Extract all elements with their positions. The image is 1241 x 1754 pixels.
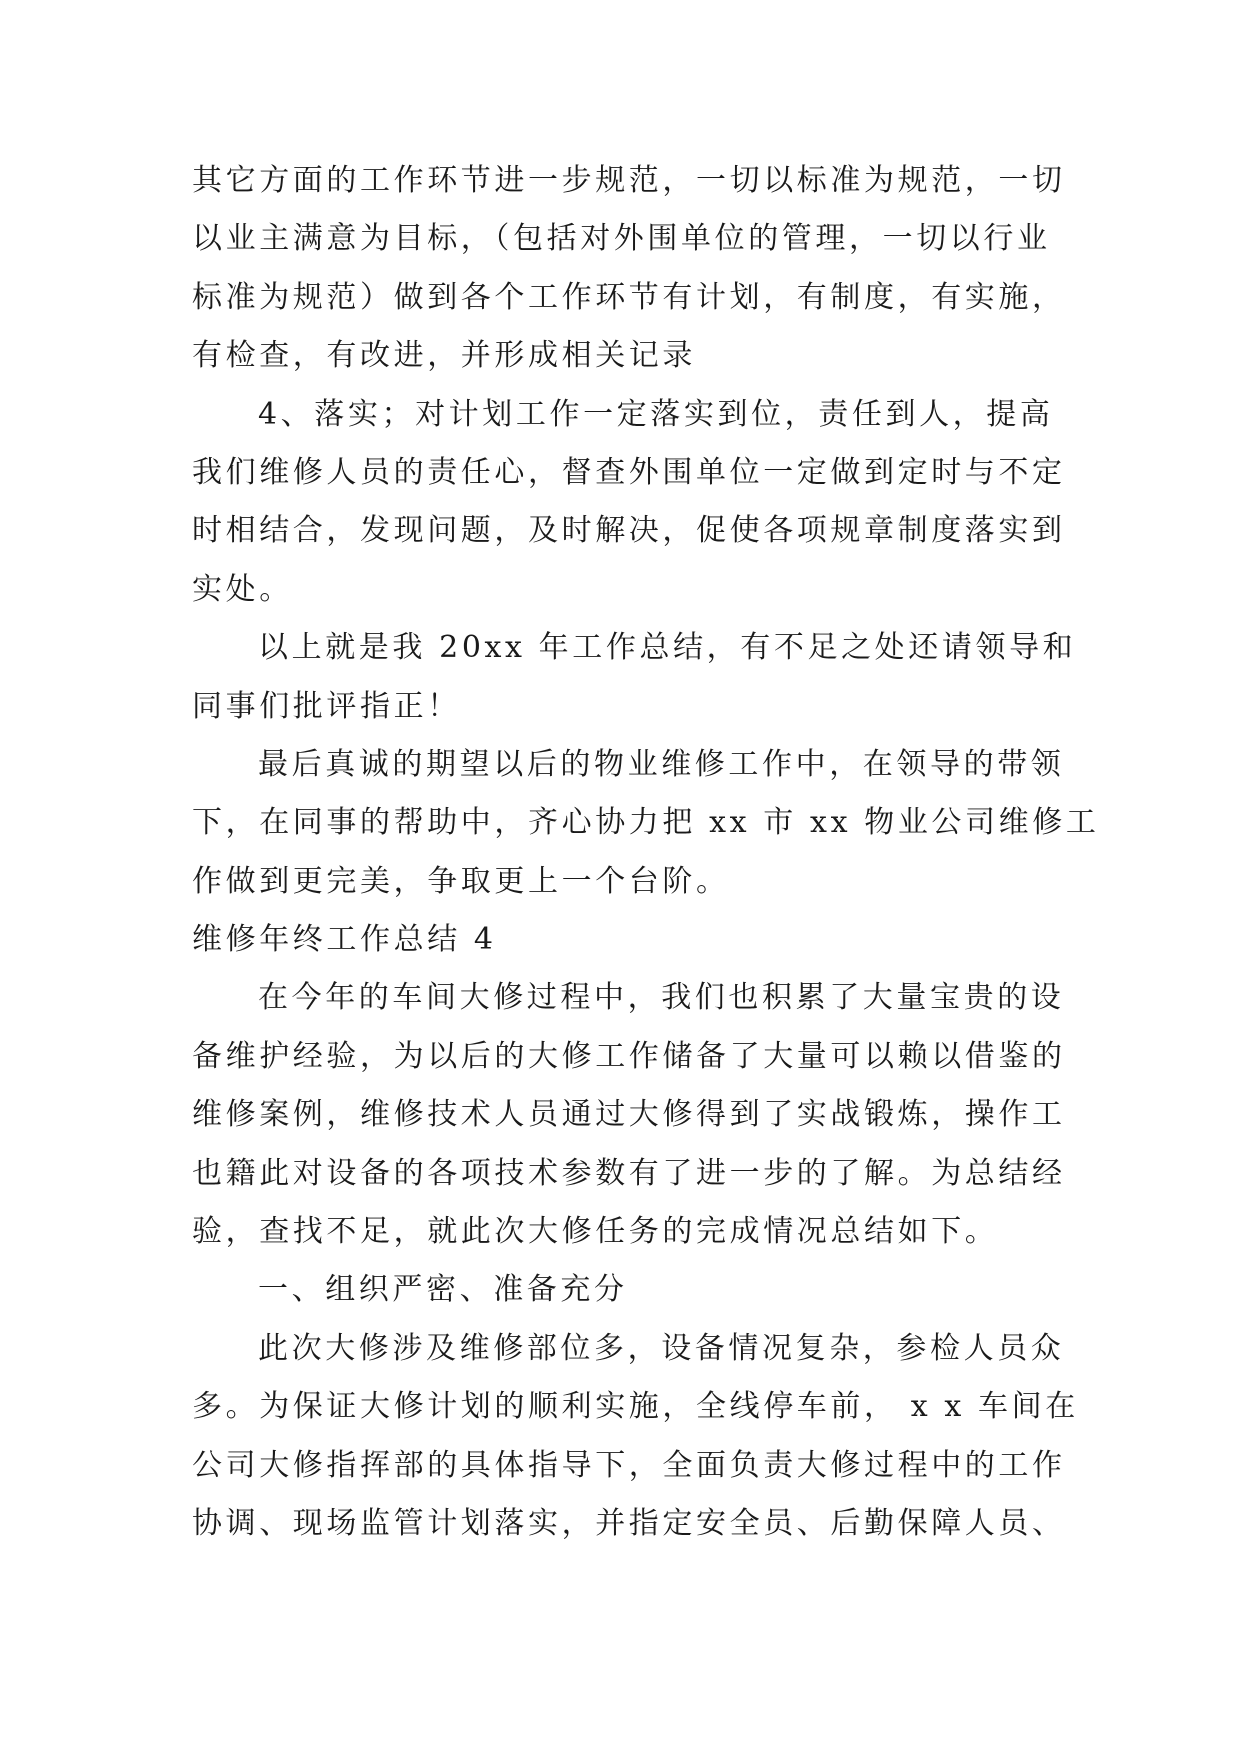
text-line: 有检查，有改进，并形成相关记录 (192, 338, 696, 374)
text-line: 下，在同事的帮助中，齐心协力把 xx 市 xx 物业公司维修工 (192, 805, 1100, 841)
section-heading: 维修年终工作总结 4 (192, 922, 497, 958)
text-line: 也籍此对设备的各项技术参数有了进一步的了解。为总结经 (192, 1155, 1066, 1191)
text-line: 我们维修人员的责任心，督查外围单位一定做到定时与不定 (192, 454, 1066, 490)
text-line: 其它方面的工作环节进一步规范，一切以标准为规范，一切 (192, 163, 1066, 198)
paragraph-start-line: 在今年的车间大修过程中，我们也积累了大量宝贵的设 (258, 980, 1065, 1016)
text-line: 作做到更完美，争取更上一个台阶。 (192, 863, 730, 899)
text-line: 以业主满意为目标，（包括对外围单位的管理，一切以行业 (192, 221, 1051, 257)
text-line: 验，查找不足，就此次大修任务的完成情况总结如下。 (192, 1214, 999, 1250)
paragraph-start-line: 以上就是我 20xx 年工作总结，有不足之处还请领导和 (258, 630, 1077, 666)
text-line: 协调、现场监管计划落实，并指定安全员、后勤保障人员、 (192, 1505, 1066, 1541)
paragraph-start-line: 4、落实；对计划工作一定落实到位，责任到人，提高 (258, 396, 1054, 432)
document-page (192, 152, 1100, 1553)
text-line: 同事们批评指正！ (192, 688, 461, 724)
text-line: 时相结合，发现问题，及时解决，促使各项规章制度落实到 (192, 513, 1066, 549)
text-line: 多。为保证大修计划的顺利实施，全线停车前， x x 车间在 (192, 1389, 1079, 1425)
text-line: 实处。 (192, 571, 293, 607)
text-line: 标准为规范）做到各个工作环节有计划，有制度，有实施， (192, 279, 1066, 315)
text-line: 备维护经验，为以后的大修工作储备了大量可以赖以借鉴的 (192, 1038, 1066, 1074)
text-line: 公司大修指挥部的具体指导下，全面负责大修过程中的工作 (192, 1447, 1066, 1483)
text-line: 维修案例，维修技术人员通过大修得到了实战锻炼，操作工 (192, 1097, 1066, 1133)
paragraph-start-line: 此次大修涉及维修部位多，设备情况复杂，参检人员众 (258, 1330, 1065, 1366)
paragraph-start-line: 最后真诚的期望以后的物业维修工作中，在领导的带领 (258, 746, 1065, 782)
subsection-heading: 一、组织严密、准备充分 (258, 1272, 628, 1308)
